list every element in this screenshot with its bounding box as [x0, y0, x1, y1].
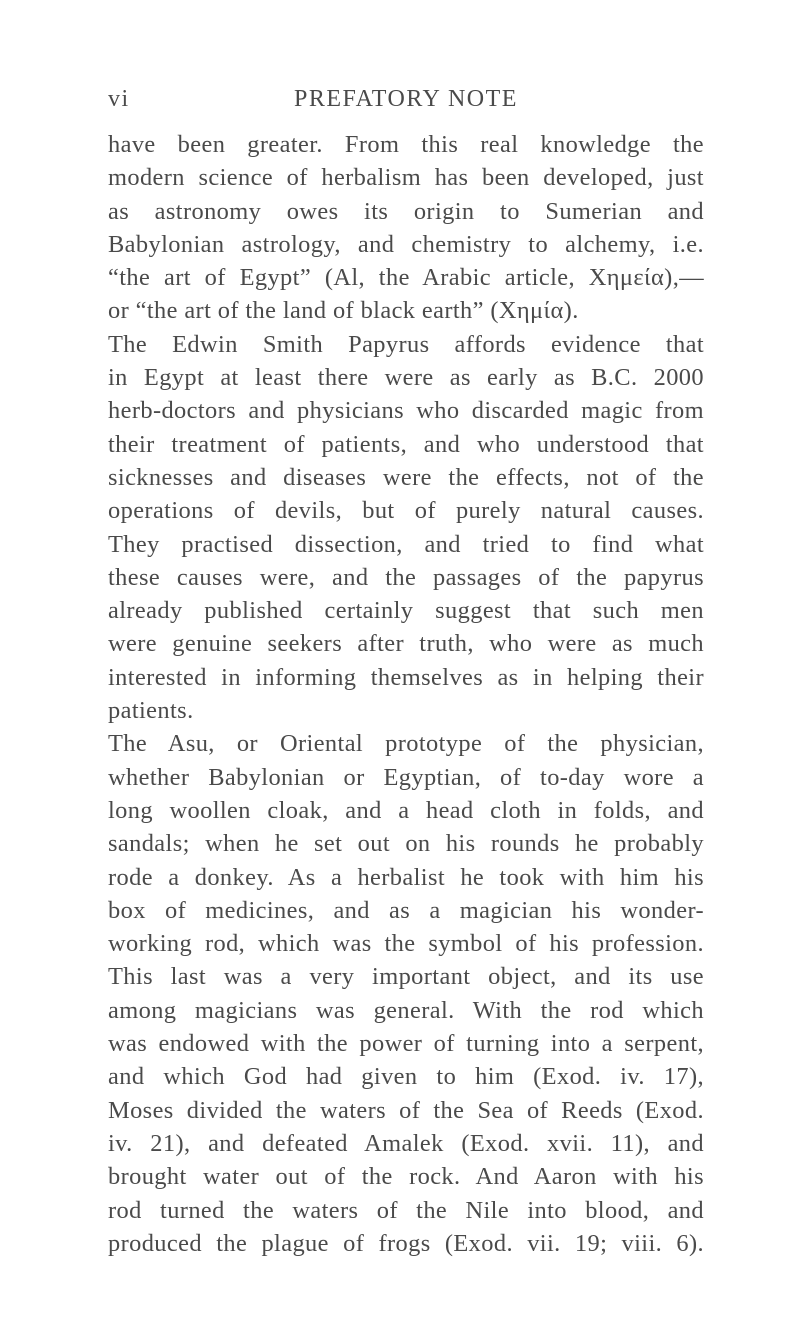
running-head: PREFATORY NOTE [294, 86, 518, 112]
text-line: among magicians was general. With the rod which [108, 996, 704, 1024]
text-line: This last was a very important object, and its use [108, 963, 704, 991]
page-header [108, 86, 704, 116]
text-line: whether Babylonian or Egyptian, of to-day wore a [108, 763, 704, 791]
text-line: these causes were, and the passages of the papyrus [108, 563, 704, 591]
text-line: patients. [108, 697, 194, 725]
text-line: interested in informing themselves as in helping their [108, 663, 704, 691]
text-line: rode a donkey. As a herbalist he took with him his [108, 863, 704, 891]
text-line: modern science of herbalism has been developed, just [108, 164, 704, 192]
text-line: or “the art of the land of black earth” (Χημία). [108, 297, 579, 325]
text-line: and which God had given to him (Exod. iv. 17), [108, 1063, 704, 1091]
page-number: vi [108, 86, 130, 112]
text-line: their treatment of patients, and who understood that [108, 430, 704, 458]
text-line: “the art of Egypt” (Al, the Arabic article, Χημεία),— [108, 264, 704, 292]
text-line: was endowed with the power of turning into a serpent, [108, 1030, 704, 1058]
text-line: operations of devils, but of purely natural causes. [108, 497, 704, 525]
text-line: sicknesses and diseases were the effects, not of the [108, 463, 704, 491]
text-line: already published certainly suggest that such men [108, 597, 704, 625]
text-line: box of medicines, and as a magician his wonder- [108, 896, 704, 924]
text-line: sandals; when he set out on his rounds he probably [108, 830, 704, 858]
text-line: long woollen cloak, and a head cloth in folds, and [108, 796, 704, 824]
body-text [108, 128, 704, 1260]
text-line: The Asu, or Oriental prototype of the physician, [108, 730, 704, 758]
text-line: in Egypt at least there were as early as B.C. 2000 [108, 364, 704, 392]
text-line: herb-doctors and physicians who discarded magic from [108, 397, 704, 425]
text-line: working rod, which was the symbol of his profession. [108, 930, 704, 958]
text-line: Moses divided the waters of the Sea of Reeds (Exod. [108, 1096, 704, 1124]
text-line: They practised dissection, and tried to find what [108, 530, 704, 558]
text-line: as astronomy owes its origin to Sumerian and [108, 197, 704, 225]
text-line: have been greater. From this real knowledge the [108, 131, 704, 158]
text-line: were genuine seekers after truth, who were as much [108, 630, 704, 658]
text-line: produced the plague of frogs (Exod. vii. 19; viii. 6). [108, 1229, 704, 1257]
text-line: rod turned the waters of the Nile into blood, and [108, 1196, 704, 1224]
text-line: iv. 21), and defeated Amalek (Exod. xvii. 11), and [108, 1129, 704, 1157]
text-line: The Edwin Smith Papyrus affords evidence that [108, 330, 704, 358]
text-line: Babylonian astrology, and chemistry to alchemy, i.e. [108, 230, 704, 258]
text-line: brought water out of the rock. And Aaron with his [108, 1163, 704, 1191]
